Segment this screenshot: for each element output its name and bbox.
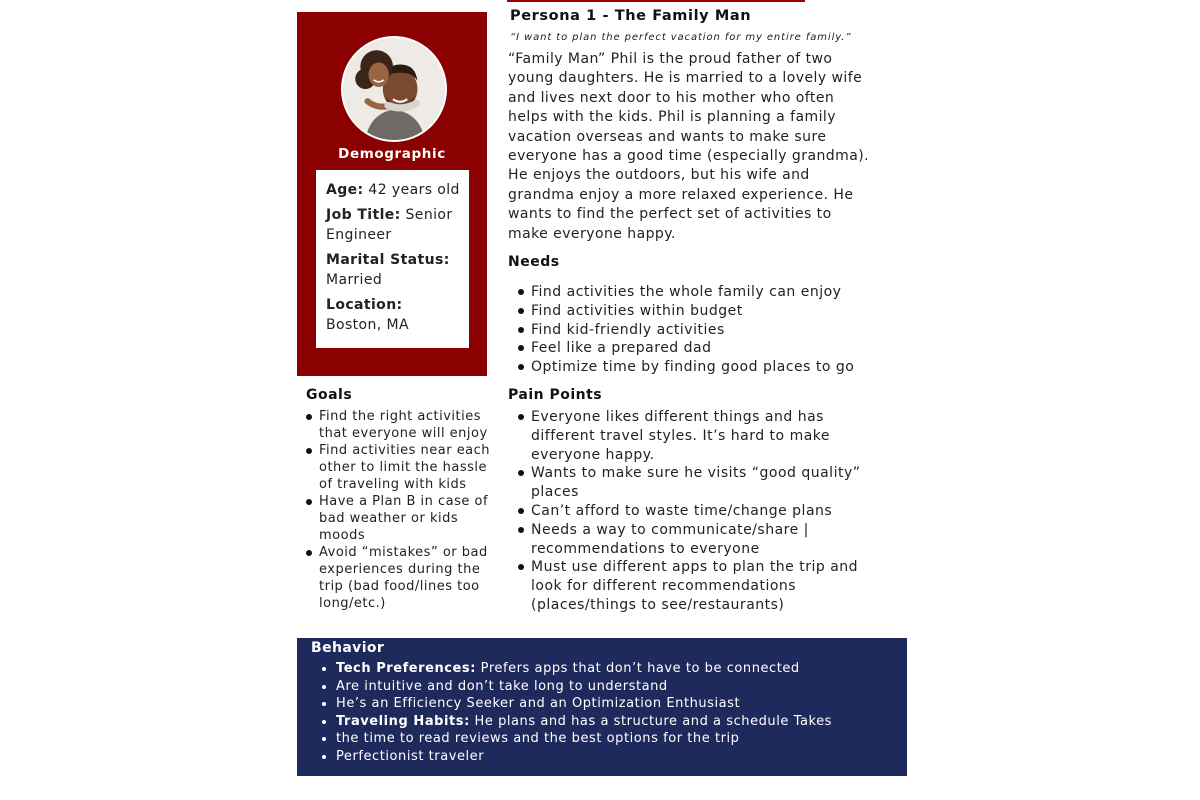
father-daughter-photo-icon bbox=[343, 38, 445, 140]
age-label: Age: bbox=[326, 182, 364, 198]
list-item: He’s an Efficiency Seeker and an Optimization Enthusiast bbox=[319, 695, 832, 713]
persona-title: Persona 1 - The Family Man bbox=[510, 8, 752, 24]
list-item: Must use different apps to plan the trip and look for different recommendations (places/things to see/restaurants) bbox=[509, 558, 879, 614]
job-title-value: Senior Engineer bbox=[326, 207, 453, 243]
list-item: Find activities the whole family can enjoy bbox=[509, 283, 879, 302]
list-item: Everyone likes different things and has different travel styles. It’s hard to make everyone happy. bbox=[509, 408, 879, 464]
list-item: the time to read reviews and the best options for the trip bbox=[319, 730, 832, 748]
location-value: Boston, MA bbox=[326, 317, 409, 333]
marital-status-label: Marital Status: bbox=[326, 252, 450, 268]
age-value: 42 years old bbox=[368, 182, 460, 198]
marital-status-field bbox=[326, 250, 461, 290]
goals-list bbox=[297, 408, 492, 612]
persona-bio: “Family Man” Phil is the proud father of two young daughters. He is married to a lovely wife and lives next door to his mother who often helps with the kids. Phil is planning a family vacation overseas and wants to make sure everyone has a good time (especially grandma). He enjoys the outdoors, but his wife and grandma enjoy a more relaxed experience. He wants to find the perfect set of activities to make everyone happy. bbox=[508, 51, 870, 242]
list-item: Find activities near each other to limit the hassle of traveling with kids bbox=[297, 442, 492, 493]
list-item: Needs a way to communicate/share | recommendations to everyone bbox=[509, 521, 879, 559]
tech-preferences-label: Tech Preferences: bbox=[336, 661, 476, 676]
avatar bbox=[341, 36, 447, 142]
list-item: Avoid “mistakes” or bad experiences during the trip (bad food/lines too long/etc.) bbox=[297, 544, 492, 612]
traveling-habits-value: He plans and has a structure and a schedule Takes bbox=[474, 713, 832, 729]
location-field bbox=[326, 295, 461, 335]
needs-heading: Needs bbox=[508, 254, 560, 270]
goals-heading: Goals bbox=[306, 387, 353, 403]
demographic-panel bbox=[297, 12, 487, 376]
tech-preferences-value: Prefers apps that don’t have to be connected bbox=[480, 661, 800, 676]
marital-status-value: Married bbox=[326, 272, 383, 288]
list-item: Find activities within budget bbox=[509, 302, 879, 321]
list-item: Have a Plan B in case of bad weather or kids moods bbox=[297, 493, 492, 544]
behavior-heading: Behavior bbox=[311, 640, 385, 656]
list-item: Wants to make sure he visits “good quality” places bbox=[509, 464, 879, 502]
list-item: Find kid-friendly activities bbox=[509, 321, 879, 340]
demographic-heading: Demographic bbox=[338, 146, 446, 162]
pain-points-list bbox=[509, 408, 879, 615]
list-item bbox=[319, 660, 832, 678]
traveling-habits-label: Traveling Habits: bbox=[336, 713, 470, 729]
list-item: Perfectionist traveler bbox=[319, 748, 832, 766]
list-item: Are intuitive and don’t take long to understand bbox=[319, 678, 832, 696]
list-item bbox=[319, 713, 832, 731]
behavior-panel bbox=[297, 638, 907, 776]
job-title-field bbox=[326, 205, 461, 245]
location-label: Location: bbox=[326, 297, 403, 313]
pain-points-heading: Pain Points bbox=[508, 387, 603, 403]
needs-list bbox=[509, 283, 879, 377]
demographic-card bbox=[316, 170, 469, 348]
list-item: Can’t afford to waste time/change plans bbox=[509, 502, 879, 521]
persona-quote: “I want to plan the perfect vacation for my entire family.” bbox=[510, 32, 852, 43]
behavior-list bbox=[319, 660, 832, 766]
list-item: Find the right activities that everyone will enjoy bbox=[297, 408, 492, 442]
job-title-label: Job Title: bbox=[326, 207, 401, 223]
age-field bbox=[326, 180, 461, 200]
list-item: Optimize time by finding good places to go bbox=[509, 358, 879, 377]
list-item: Feel like a prepared dad bbox=[509, 339, 879, 358]
top-accent-rule bbox=[507, 0, 805, 2]
